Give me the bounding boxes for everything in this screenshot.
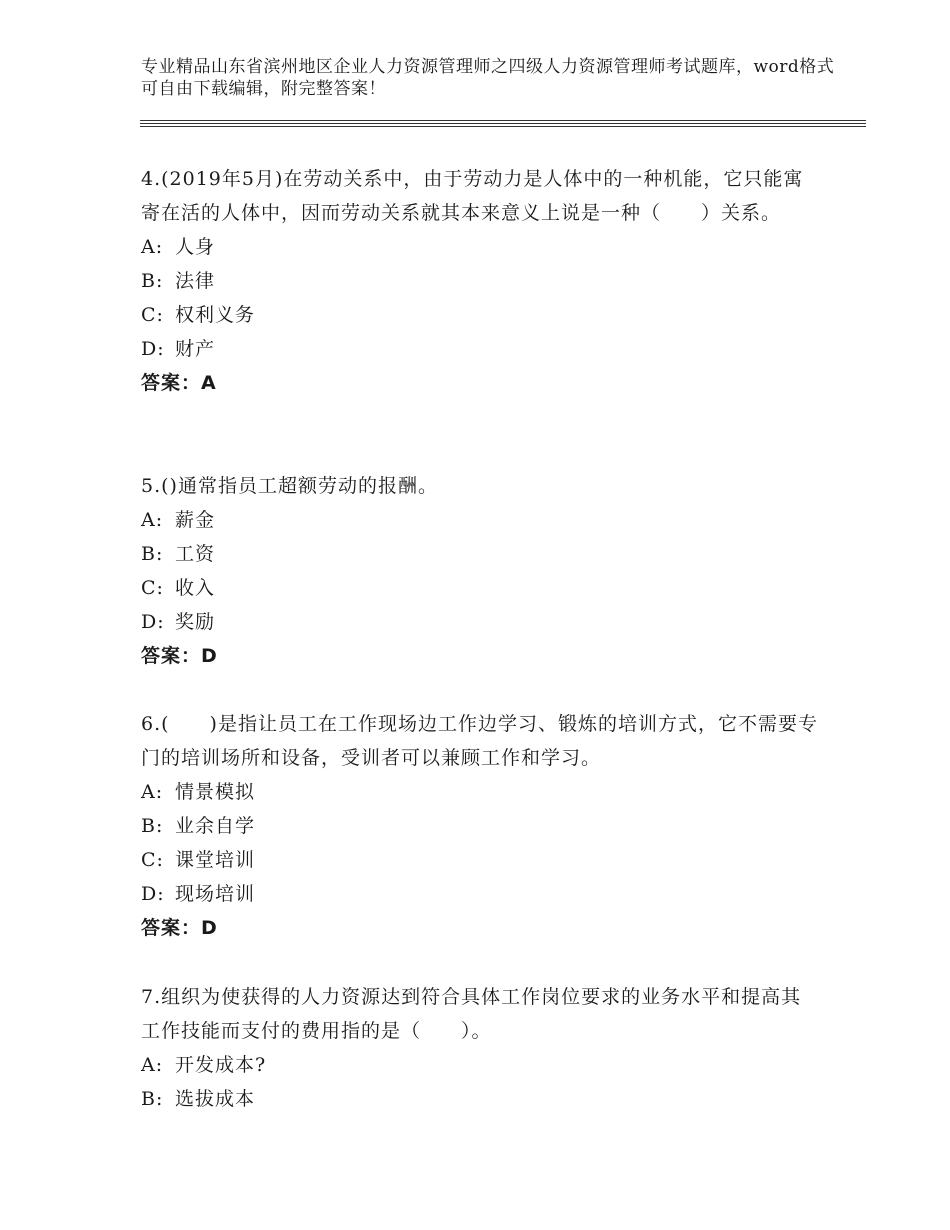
option-letter: D:: [141, 611, 165, 633]
option-text: 法律: [175, 270, 216, 292]
option-c: [141, 298, 821, 332]
option-text: 选拔成本: [175, 1088, 256, 1110]
question-stem: 7.组织为使获得的人力资源达到符合具体工作岗位要求的业务水平和提高其工作技能而支付的费用指的是（ ）。: [141, 986, 802, 1042]
option-text: 薪金: [175, 509, 216, 531]
option-b: [141, 809, 821, 843]
option-text: 业余自学: [175, 815, 256, 837]
option-text: 收入: [175, 577, 216, 599]
option-letter: A:: [141, 1054, 164, 1076]
option-letter: C:: [141, 304, 164, 326]
question-stem: 4.(2019年5月)在劳动关系中，由于劳动力是人体中的一种机能，它只能寓寄在活的人体中，因而劳动关系就其本来意义上说是一种（ ）关系。: [141, 168, 804, 224]
option-letter: A:: [141, 781, 164, 803]
question-6: [141, 707, 821, 945]
option-d: [141, 605, 821, 639]
option-a: [141, 503, 821, 537]
option-text: 奖励: [175, 611, 216, 633]
option-c: [141, 843, 821, 877]
header-divider: [140, 120, 866, 121]
option-letter: B:: [141, 1088, 164, 1110]
option-b: [141, 537, 821, 571]
option-a: [141, 775, 821, 809]
option-letter: D:: [141, 883, 165, 905]
header-divider: [140, 126, 866, 127]
option-letter: B:: [141, 815, 164, 837]
answer-label: 答案：D: [141, 645, 218, 667]
option-a: [141, 230, 821, 264]
document-header: 专业精品山东省滨州地区企业人力资源管理师之四级人力资源管理师考试题库，word格式可自由下载编辑，附完整答案！: [141, 57, 835, 99]
option-letter: A:: [141, 509, 164, 531]
option-text: 课堂培训: [175, 849, 256, 871]
option-text: 情景模拟: [175, 781, 256, 803]
option-text: 人身: [175, 236, 216, 258]
option-letter: C:: [141, 577, 164, 599]
question-stem: 5.()通常指员工超额劳动的报酬。: [141, 475, 438, 497]
question-stem: 6.( )是指让员工在工作现场边工作边学习、锻炼的培训方式，它不需要专门的培训场所和设备，受训者可以兼顾工作和学习。: [141, 713, 818, 769]
option-text: 工资: [175, 543, 216, 565]
option-text: 财产: [175, 338, 216, 360]
option-letter: A:: [141, 236, 164, 258]
option-text: 现场培训: [175, 883, 256, 905]
answer-label: 答案：A: [141, 372, 217, 394]
question-5: [141, 469, 821, 673]
option-text: 权利义务: [175, 304, 256, 326]
option-d: [141, 332, 821, 366]
option-c: [141, 571, 821, 605]
option-d: [141, 877, 821, 911]
header-divider: [140, 123, 866, 124]
option-letter: B:: [141, 270, 164, 292]
question-7: [141, 980, 821, 1116]
option-letter: C:: [141, 849, 164, 871]
option-letter: B:: [141, 543, 164, 565]
question-4: [141, 162, 821, 400]
answer-label: 答案：D: [141, 917, 218, 939]
option-text: 开发成本?: [175, 1054, 267, 1076]
option-a: [141, 1048, 821, 1082]
option-letter: D:: [141, 338, 165, 360]
option-b: [141, 1082, 821, 1116]
option-b: [141, 264, 821, 298]
